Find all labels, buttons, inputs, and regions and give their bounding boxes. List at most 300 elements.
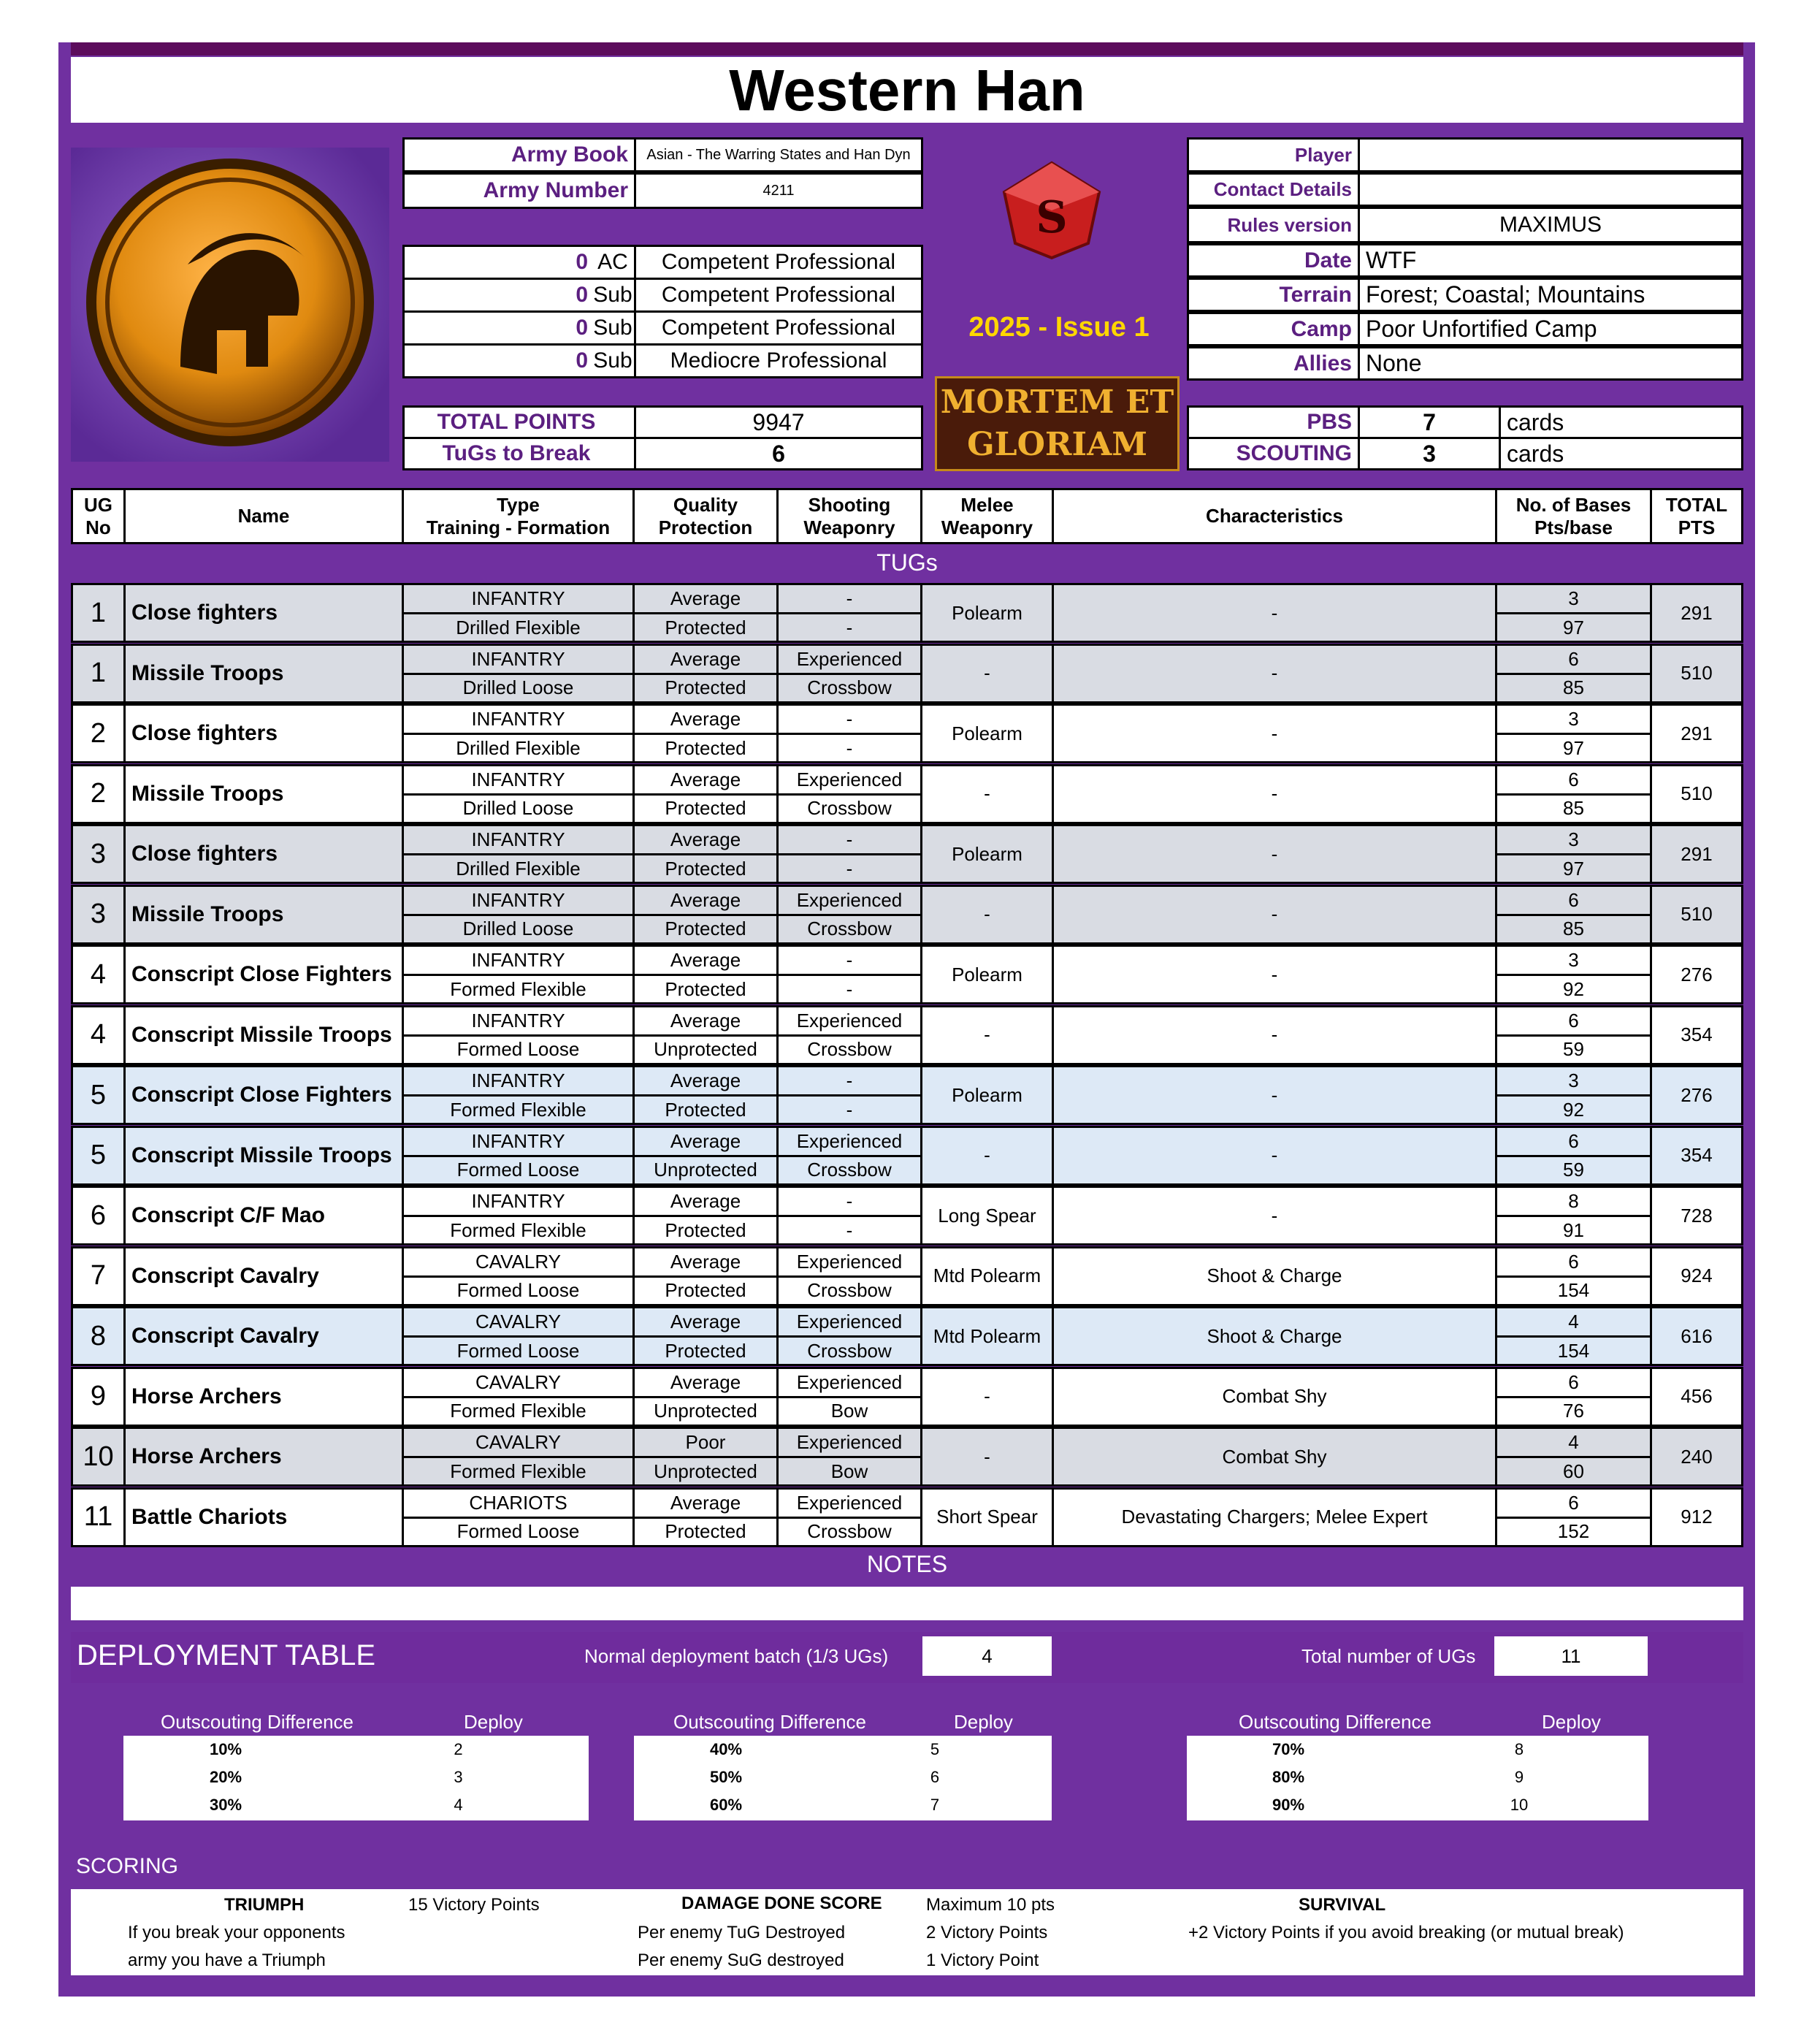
unit-total: 276: [1681, 1083, 1713, 1106]
unit-shooting: Experienced: [779, 1308, 922, 1338]
unit-melee: Mtd Polearm: [922, 1308, 1054, 1364]
unit-type: INFANTRY: [404, 947, 635, 976]
unit-training: Formed Loose: [404, 1037, 635, 1063]
batch-value: 4: [922, 1636, 1052, 1676]
commander-4-quality: Mediocre Professional: [634, 343, 923, 378]
unit-protection: Unprotected: [635, 1458, 779, 1484]
unit-name: Close fighters: [126, 706, 404, 761]
commander-4-num: 0: [402, 343, 594, 378]
commander-1-type: AC: [592, 245, 636, 280]
od-label-2: Outscouting Difference: [673, 1711, 866, 1733]
header-quality: Quality Protection: [635, 490, 779, 542]
terrain-value: Forest; Coastal; Mountains: [1358, 278, 1743, 312]
commander-3-type: Sub: [592, 310, 636, 346]
deploy-pct: 40%: [709, 1740, 743, 1758]
deploy-count: 4: [454, 1796, 463, 1814]
unit-training: Formed Flexible: [404, 1097, 635, 1123]
header-name: Name: [126, 490, 404, 542]
unit-quality: Average: [635, 1369, 779, 1398]
unit-melee: Short Spear: [922, 1490, 1054, 1545]
unit-chars: Combat Shy: [1054, 1369, 1497, 1425]
unit-ptsbase: 59: [1497, 1157, 1652, 1183]
unit-ug: 10: [73, 1429, 126, 1484]
unit-weaponry: -: [779, 976, 922, 1002]
unit-type: INFANTRY: [404, 1188, 635, 1217]
table-row: [71, 644, 1743, 703]
unit-bases: 6: [1497, 1248, 1652, 1278]
unit-weaponry: Crossbow: [779, 916, 922, 942]
header-bases: No. of Bases Pts/base: [1497, 490, 1652, 542]
unit-ptsbase: 85: [1497, 796, 1652, 822]
unit-shooting: Experienced: [779, 1490, 922, 1519]
unit-protection: Protected: [635, 1278, 779, 1304]
unit-chars: -: [1054, 1067, 1497, 1123]
unit-total: 510: [1681, 782, 1713, 804]
unit-melee: Polearm: [922, 947, 1054, 1002]
commander-1-quality: Competent Professional: [634, 245, 923, 280]
unit-shooting: -: [779, 826, 922, 855]
unit-ug: 3: [73, 826, 126, 882]
unit-shooting: Experienced: [779, 887, 922, 916]
unit-ptsbase: 92: [1497, 1097, 1652, 1123]
unit-chars: Devastating Chargers; Melee Expert: [1054, 1490, 1497, 1545]
deploy-count: 7: [930, 1796, 940, 1814]
camp-value: Poor Unfortified Camp: [1358, 312, 1743, 346]
unit-training: Drilled Flexible: [404, 614, 635, 641]
unit-quality: Average: [635, 1067, 779, 1097]
unit-bases: 4: [1497, 1308, 1652, 1338]
unit-ptsbase: 85: [1497, 675, 1652, 701]
header-characteristics: Characteristics: [1054, 490, 1497, 542]
deploy-pct: 50%: [709, 1768, 743, 1786]
table-row: [71, 1427, 1743, 1487]
unit-bases: 6: [1497, 766, 1652, 796]
unit-chars: Shoot & Charge: [1054, 1308, 1497, 1364]
damage-label: DAMAGE DONE SCORE: [681, 1894, 882, 1913]
od-label-1: Outscouting Difference: [161, 1711, 353, 1733]
unit-shooting: -: [779, 947, 922, 976]
unit-type: CHARIOTS: [404, 1490, 635, 1519]
unit-total: 291: [1681, 722, 1713, 744]
unit-type: INFANTRY: [404, 706, 635, 735]
unit-total: 354: [1681, 1144, 1713, 1166]
deploy-row: [634, 1763, 1052, 1791]
unit-total: 456: [1681, 1385, 1713, 1407]
unit-quality: Average: [635, 1308, 779, 1338]
unit-training: Drilled Flexible: [404, 855, 635, 882]
unit-melee: Polearm: [922, 826, 1054, 882]
unit-chars: Shoot & Charge: [1054, 1248, 1497, 1304]
commander-2-num: 0: [402, 278, 594, 313]
unit-name: Conscript Close Fighters: [126, 1067, 404, 1123]
unit-type: INFANTRY: [404, 826, 635, 855]
unit-weaponry: -: [779, 735, 922, 761]
notes-field[interactable]: [71, 1587, 1743, 1620]
unit-chars: -: [1054, 947, 1497, 1002]
rules-label: Rules version: [1187, 207, 1360, 243]
unit-protection: Unprotected: [635, 1398, 779, 1425]
camp-label: Camp: [1187, 312, 1360, 346]
unit-weaponry: Crossbow: [779, 1338, 922, 1364]
dice-logo-icon: [997, 159, 1106, 262]
unit-quality: Average: [635, 585, 779, 614]
scoring-title: SCORING: [76, 1854, 179, 1878]
commander-3-num: 0: [402, 310, 594, 346]
table-row: [71, 764, 1743, 824]
unit-bases: 6: [1497, 1490, 1652, 1519]
unit-melee: -: [922, 1369, 1054, 1425]
table-header: [71, 488, 1743, 544]
unit-total: 354: [1681, 1023, 1713, 1045]
deploy-row: [634, 1736, 1052, 1763]
deploy-count: 9: [1514, 1768, 1524, 1786]
triumph-label: TRIUMPH: [224, 1895, 305, 1915]
deploy-pct: 90%: [1272, 1796, 1305, 1814]
unit-total: 291: [1681, 842, 1713, 865]
army-number-label: Army Number: [402, 172, 636, 209]
unit-bases: 3: [1497, 585, 1652, 614]
unit-quality: Average: [635, 1248, 779, 1278]
unit-ptsbase: 85: [1497, 916, 1652, 942]
unit-bases: 3: [1497, 1067, 1652, 1097]
unit-name: Missile Troops: [126, 646, 404, 701]
pbs-label: PBS: [1187, 405, 1360, 439]
table-row: [71, 1367, 1743, 1427]
unit-quality: Average: [635, 1188, 779, 1217]
unit-weaponry: -: [779, 614, 922, 641]
unit-training: Formed Flexible: [404, 1458, 635, 1484]
notes-section-label: NOTES: [866, 1551, 948, 1577]
rules-value: MAXIMUS: [1358, 207, 1743, 243]
unit-protection: Unprotected: [635, 1037, 779, 1063]
unit-bases: 6: [1497, 887, 1652, 916]
unit-type: CAVALRY: [404, 1308, 635, 1338]
unit-ug: 1: [73, 646, 126, 701]
unit-training: Formed Loose: [404, 1338, 635, 1364]
unit-ug: 5: [73, 1128, 126, 1183]
unit-type: CAVALRY: [404, 1429, 635, 1458]
mortem-logo: MORTEM ET GLORIAM: [935, 376, 1180, 471]
unit-ptsbase: 97: [1497, 614, 1652, 641]
commander-2-quality: Competent Professional: [634, 278, 923, 313]
table-row: [71, 1487, 1743, 1547]
unit-shooting: Experienced: [779, 646, 922, 675]
unit-ug: 1: [73, 585, 126, 641]
unit-ptsbase: 76: [1497, 1398, 1652, 1425]
unit-protection: Protected: [635, 1217, 779, 1243]
deploy-label-1: Deploy: [464, 1711, 523, 1733]
unit-training: Formed Loose: [404, 1519, 635, 1545]
unit-name: Conscript Close Fighters: [126, 947, 404, 1002]
total-ugs-label: Total number of UGs: [1301, 1645, 1476, 1667]
scouting-unit: cards: [1499, 437, 1743, 470]
unit-name: Conscript Cavalry: [126, 1248, 404, 1304]
unit-chars: -: [1054, 1128, 1497, 1183]
pbs-unit: cards: [1499, 405, 1743, 439]
header-melee: Melee Weaponry: [922, 490, 1054, 542]
pbs-value: 7: [1358, 405, 1501, 439]
unit-chars: -: [1054, 887, 1497, 942]
unit-training: Formed Loose: [404, 1157, 635, 1183]
unit-bases: 4: [1497, 1429, 1652, 1458]
unit-ug: 4: [73, 1007, 126, 1063]
scouting-label: SCOUTING: [1187, 437, 1360, 470]
unit-total: 616: [1681, 1324, 1713, 1347]
unit-name: Conscript Missile Troops: [126, 1128, 404, 1183]
deploy-pct: 30%: [209, 1796, 242, 1814]
deploy-row: [123, 1791, 589, 1819]
army-title: Western Han: [71, 57, 1743, 123]
deploy-row: [123, 1736, 589, 1763]
deploy-pct: 10%: [209, 1740, 242, 1758]
unit-melee: -: [922, 766, 1054, 822]
helmet-logo: [71, 148, 389, 462]
unit-total: 924: [1681, 1265, 1713, 1286]
unit-protection: Protected: [635, 855, 779, 882]
unit-name: Missile Troops: [126, 766, 404, 822]
unit-ug: 3: [73, 887, 126, 942]
unit-name: Missile Troops: [126, 887, 404, 942]
table-row: [71, 1246, 1743, 1306]
unit-ptsbase: 154: [1497, 1338, 1652, 1364]
unit-training: Formed Flexible: [404, 1398, 635, 1425]
unit-weaponry: Crossbow: [779, 796, 922, 822]
table-row: [71, 1186, 1743, 1246]
deploy-table-1: [123, 1736, 589, 1820]
unit-type: INFANTRY: [404, 1007, 635, 1037]
scoring-box: [71, 1889, 1743, 1975]
unit-weaponry: Crossbow: [779, 1157, 922, 1183]
unit-training: Formed Flexible: [404, 1217, 635, 1243]
commander-4-type: Sub: [592, 343, 636, 378]
unit-quality: Average: [635, 887, 779, 916]
deploy-count: 6: [930, 1768, 940, 1786]
table-row: [71, 1126, 1743, 1186]
terrain-label: Terrain: [1187, 278, 1360, 312]
damage-line2: Per enemy SuG destroyed: [638, 1950, 844, 1970]
unit-melee: -: [922, 646, 1054, 701]
unit-shooting: -: [779, 1188, 922, 1217]
unit-bases: 6: [1497, 646, 1652, 675]
unit-weaponry: Crossbow: [779, 675, 922, 701]
unit-type: INFANTRY: [404, 1067, 635, 1097]
unit-type: INFANTRY: [404, 766, 635, 796]
deploy-table-2: [634, 1736, 1052, 1820]
unit-melee: -: [922, 1007, 1054, 1063]
tugs-break-value: 6: [634, 437, 923, 470]
unit-type: CAVALRY: [404, 1369, 635, 1398]
deploy-pct: 70%: [1272, 1740, 1305, 1758]
unit-training: Drilled Flexible: [404, 735, 635, 761]
unit-training: Drilled Loose: [404, 796, 635, 822]
tugs-section-label: TUGs: [876, 549, 938, 576]
deploy-table-3: [1187, 1736, 1648, 1820]
unit-bases: 6: [1497, 1369, 1652, 1398]
unit-total: 912: [1681, 1506, 1713, 1528]
total-points-label: TOTAL POINTS: [402, 405, 636, 439]
unit-quality: Average: [635, 826, 779, 855]
unit-total: 240: [1681, 1445, 1713, 1468]
unit-chars: -: [1054, 706, 1497, 761]
issue-label: 2025 - Issue 1: [968, 312, 1150, 343]
batch-label: Normal deployment batch (1/3 UGs): [584, 1645, 889, 1667]
unit-protection: Unprotected: [635, 1157, 779, 1183]
unit-ptsbase: 97: [1497, 735, 1652, 761]
unit-protection: Protected: [635, 614, 779, 641]
unit-shooting: -: [779, 585, 922, 614]
unit-shooting: Experienced: [779, 1248, 922, 1278]
unit-weaponry: -: [779, 1217, 922, 1243]
unit-ptsbase: 60: [1497, 1458, 1652, 1484]
unit-melee: Mtd Polearm: [922, 1248, 1054, 1304]
unit-ug: 8: [73, 1308, 126, 1364]
unit-protection: Protected: [635, 1519, 779, 1545]
top-strip: [71, 42, 1743, 56]
survival-label: SURVIVAL: [1299, 1895, 1386, 1915]
deploy-label-2: Deploy: [954, 1711, 1013, 1733]
table-row: [71, 1306, 1743, 1366]
contact-field[interactable]: [1358, 172, 1743, 207]
deploy-count: 3: [454, 1768, 463, 1786]
contact-label: Contact Details: [1187, 172, 1360, 207]
allies-value: None: [1358, 346, 1743, 381]
unit-training: Formed Loose: [404, 1278, 635, 1304]
unit-shooting: Experienced: [779, 1429, 922, 1458]
unit-ptsbase: 59: [1497, 1037, 1652, 1063]
commander-2-type: Sub: [592, 278, 636, 313]
unit-quality: Average: [635, 766, 779, 796]
deploy-pct: 60%: [709, 1796, 743, 1814]
unit-total: 728: [1681, 1204, 1713, 1227]
deploy-label-3: Deploy: [1542, 1711, 1601, 1733]
unit-total: 510: [1681, 662, 1713, 684]
table-row: [71, 703, 1743, 763]
unit-chars: -: [1054, 646, 1497, 701]
commander-3-quality: Competent Professional: [634, 310, 923, 346]
unit-melee: Polearm: [922, 1067, 1054, 1123]
damage-max: Maximum 10 pts: [926, 1895, 1055, 1915]
army-book-label: Army Book: [402, 137, 636, 172]
unit-protection: Protected: [635, 796, 779, 822]
scouting-value: 3: [1358, 437, 1501, 470]
unit-weaponry: -: [779, 855, 922, 882]
unit-melee: Long Spear: [922, 1188, 1054, 1243]
date-label: Date: [1187, 243, 1360, 278]
header-ug: UG No: [73, 490, 126, 542]
unit-name: Close fighters: [126, 585, 404, 641]
deployment-title: DEPLOYMENT TABLE: [77, 1639, 376, 1671]
unit-chars: -: [1054, 1188, 1497, 1243]
unit-ug: 11: [73, 1490, 126, 1545]
unit-shooting: Experienced: [779, 766, 922, 796]
survival-line1: +2 Victory Points if you avoid breaking (or mutual break): [1188, 1923, 1624, 1942]
deploy-row: [1187, 1763, 1648, 1791]
unit-total: 291: [1681, 601, 1713, 624]
unit-ug: 5: [73, 1067, 126, 1123]
table-row: [71, 1065, 1743, 1125]
unit-shooting: Experienced: [779, 1007, 922, 1037]
unit-ug: 7: [73, 1248, 126, 1304]
unit-quality: Average: [635, 1007, 779, 1037]
unit-training: Drilled Loose: [404, 916, 635, 942]
damage-line1: Per enemy TuG Destroyed: [638, 1923, 846, 1942]
table-row: [71, 885, 1743, 945]
unit-training: Formed Flexible: [404, 976, 635, 1002]
damage-line2-value: 1 Victory Point: [926, 1950, 1039, 1970]
unit-chars: Combat Shy: [1054, 1429, 1497, 1484]
unit-weaponry: Crossbow: [779, 1519, 922, 1545]
unit-type: CAVALRY: [404, 1248, 635, 1278]
army-number-value: 4211: [634, 172, 923, 209]
unit-weaponry: Bow: [779, 1398, 922, 1425]
unit-quality: Poor: [635, 1429, 779, 1458]
od-label-3: Outscouting Difference: [1239, 1711, 1431, 1733]
deploy-pct: 20%: [209, 1768, 242, 1786]
unit-bases: 3: [1497, 706, 1652, 735]
unit-ptsbase: 152: [1497, 1519, 1652, 1545]
unit-protection: Protected: [635, 916, 779, 942]
unit-protection: Protected: [635, 976, 779, 1002]
unit-total: 510: [1681, 903, 1713, 925]
unit-bases: 6: [1497, 1128, 1652, 1157]
header-total: TOTAL PTS: [1665, 493, 1728, 538]
table-row: [71, 1005, 1743, 1065]
unit-quality: Average: [635, 646, 779, 675]
unit-type: INFANTRY: [404, 646, 635, 675]
triumph-points: 15 Victory Points: [408, 1895, 540, 1915]
unit-bases: 3: [1497, 947, 1652, 976]
deploy-row: [1187, 1791, 1648, 1819]
table-row: [71, 945, 1743, 1004]
unit-protection: Protected: [635, 735, 779, 761]
unit-weaponry: Crossbow: [779, 1037, 922, 1063]
unit-shooting: -: [779, 1067, 922, 1097]
unit-quality: Average: [635, 947, 779, 976]
tugs-break-label: TuGs to Break: [402, 437, 636, 470]
deploy-count: 2: [454, 1740, 463, 1758]
header-type: Type Training - Formation: [404, 490, 635, 542]
unit-ptsbase: 154: [1497, 1278, 1652, 1304]
unit-ptsbase: 91: [1497, 1217, 1652, 1243]
unit-ug: 4: [73, 947, 126, 1002]
deploy-count: 5: [930, 1740, 940, 1758]
unit-shooting: -: [779, 706, 922, 735]
total-ugs-value: 11: [1494, 1636, 1648, 1676]
unit-type: INFANTRY: [404, 887, 635, 916]
player-field[interactable]: [1358, 137, 1743, 172]
triumph-line2: army you have a Triumph: [128, 1950, 326, 1970]
unit-type: INFANTRY: [404, 585, 635, 614]
unit-name: Horse Archers: [126, 1369, 404, 1425]
commander-1-num: 0: [402, 245, 594, 280]
unit-training: Drilled Loose: [404, 675, 635, 701]
unit-weaponry: -: [779, 1097, 922, 1123]
deploy-count: 10: [1510, 1796, 1529, 1814]
svg-text:S: S: [1036, 192, 1068, 243]
unit-name: Close fighters: [126, 826, 404, 882]
deploy-row: [123, 1763, 589, 1791]
player-label: Player: [1187, 137, 1360, 172]
unit-ptsbase: 92: [1497, 976, 1652, 1002]
unit-ug: 2: [73, 706, 126, 761]
unit-chars: -: [1054, 766, 1497, 822]
total-points-value: 9947: [634, 405, 923, 439]
unit-weaponry: Crossbow: [779, 1278, 922, 1304]
unit-bases: 8: [1497, 1188, 1652, 1217]
unit-shooting: Experienced: [779, 1369, 922, 1398]
unit-protection: Protected: [635, 1338, 779, 1364]
unit-quality: Average: [635, 706, 779, 735]
